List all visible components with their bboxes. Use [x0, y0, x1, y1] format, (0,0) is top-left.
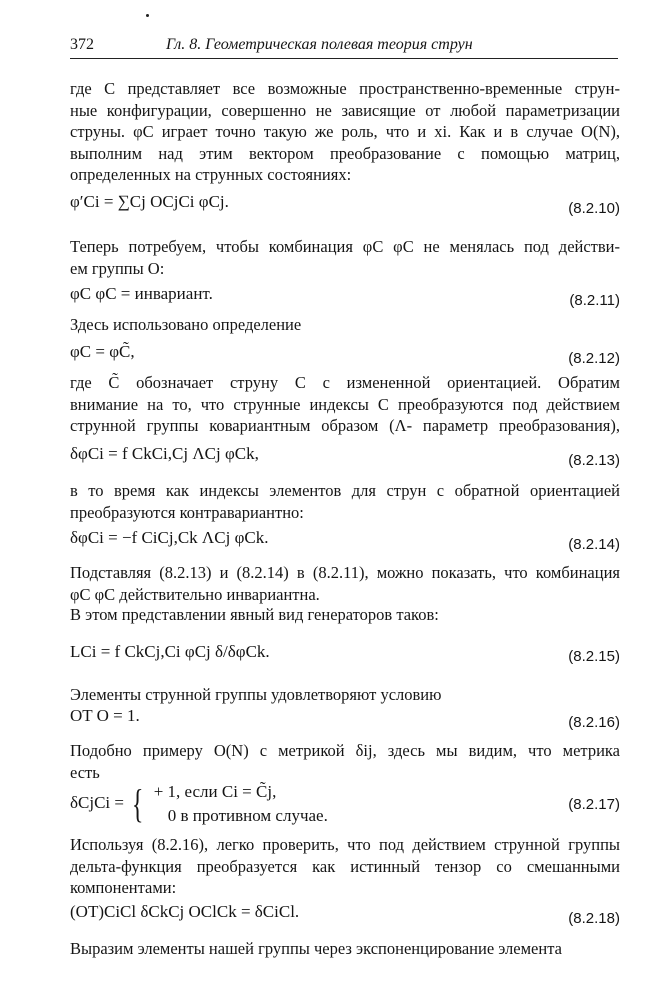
equation-number: (8.2.16)	[568, 714, 620, 731]
text-line: Элементы струнной группы удовлетворяют условию	[70, 685, 442, 704]
equation-8-2-13	[70, 444, 620, 484]
paragraph-2	[70, 236, 620, 279]
text-line: ем группы O:	[70, 258, 165, 278]
text-line: внимание на то, что струнные индексы C преобразуются под действием	[70, 394, 620, 414]
equation-8-2-18	[70, 902, 620, 942]
text-line: преобразуются контравариантно:	[70, 502, 304, 522]
equation-lhs: δCjCi =	[70, 792, 124, 812]
text-line: В этом представлении явный вид генераторов таков:	[70, 605, 439, 624]
equation-number: (8.2.10)	[568, 200, 620, 217]
equation-8-2-17	[70, 780, 620, 830]
equation-expression	[70, 780, 328, 828]
text-line: где C представляет все возможные пространственно-временные струн-	[70, 79, 620, 98]
text-line: Используя (8.2.16), легко проверить, что под действием струнной группы	[70, 835, 620, 854]
running-title: Гл. 8. Геометрическая полевая теория струн	[166, 36, 473, 53]
equation-number: (8.2.11)	[569, 292, 620, 309]
equation-expression: LCi = f CkCj,Ci φCj δ/δφCk.	[70, 642, 270, 661]
equation-number: (8.2.17)	[568, 796, 620, 813]
paragraph-3	[70, 314, 620, 336]
text-line: компонентами:	[70, 878, 177, 897]
equation-number: (8.2.12)	[568, 350, 620, 367]
equation-number: (8.2.18)	[568, 910, 620, 927]
text-line: дельта-функция преобразуется как истинный тензор со смешанными	[70, 856, 620, 876]
text-line: определенных на струнных состояниях:	[70, 165, 352, 184]
equation-number: (8.2.14)	[568, 536, 620, 553]
paragraph-6	[70, 562, 620, 605]
text-line: где C̃ обозначает струну C с измененной ориентацией. Обратим	[70, 373, 620, 392]
paragraph-4	[70, 372, 620, 437]
text-line: Подобно примеру O(N) с метрикой δij, здесь мы видим, что метрика	[70, 741, 620, 760]
case-1: + 1, если Ci = C̃j,	[153, 782, 277, 801]
text-line: струны. φC играет точно такую же роль, что и xi. Как и в случае O(N),	[70, 122, 620, 141]
case-2: 0 в противном случае.	[167, 806, 328, 825]
equation-cases	[154, 780, 328, 828]
paragraph-8	[70, 684, 620, 706]
equation-expression: δφCi = −f CiCj,Ck ΛCj φCk.	[70, 528, 269, 547]
text-line: Теперь потребуем, чтобы комбинация φC φC не менялась под действи-	[70, 237, 620, 256]
text-line: струнной группы ковариантным образом (Λ- параметр преобразования),	[70, 416, 620, 435]
paragraph-1	[70, 78, 620, 186]
equation-expression: φC φC = инвариант.	[70, 284, 213, 303]
text-line: выполним над этим вектором преобразование с помощью матриц,	[70, 143, 620, 163]
equation-8-2-15	[70, 634, 620, 682]
equation-expression: δφCi = f CkCi,Cj ΛCj φCk,	[70, 444, 259, 463]
equation-expression: OT O = 1.	[70, 706, 140, 725]
text-line: ные конфигурации, совершенно не зависящие от любой параметризации	[70, 100, 620, 120]
text-line: Выразим элементы нашей группы через экспоненцирование элемента	[70, 939, 562, 958]
text-line: φC φC действительно инвариантна.	[70, 584, 320, 604]
page-header	[70, 36, 618, 59]
page-number: 372	[70, 36, 94, 53]
scan-dot	[146, 14, 149, 17]
left-brace: {	[132, 781, 144, 826]
paragraph-5	[70, 480, 620, 523]
paragraph-10	[70, 834, 620, 899]
paragraph-11	[70, 938, 620, 960]
paragraph-7	[70, 604, 620, 626]
paragraph-9	[70, 740, 620, 783]
text-line: в то время как индексы элементов для струн с обратной ориентацией	[70, 481, 620, 500]
text-line: есть	[70, 762, 100, 782]
equation-number: (8.2.13)	[568, 452, 620, 469]
text-line: Здесь использовано определение	[70, 315, 302, 334]
text-line: Подставляя (8.2.13) и (8.2.14) в (8.2.11), можно показать, что комбинация	[70, 563, 620, 582]
equation-expression: φ′Ci = ∑Cj OCjCi φCj.	[70, 192, 229, 211]
equation-number: (8.2.15)	[568, 648, 620, 665]
equation-expression: (OT)CiCl δCkCj OClCk = δCiCl.	[70, 902, 300, 921]
equation-expression: φC = φC̃,	[70, 342, 135, 361]
equation-8-2-10	[70, 192, 620, 232]
